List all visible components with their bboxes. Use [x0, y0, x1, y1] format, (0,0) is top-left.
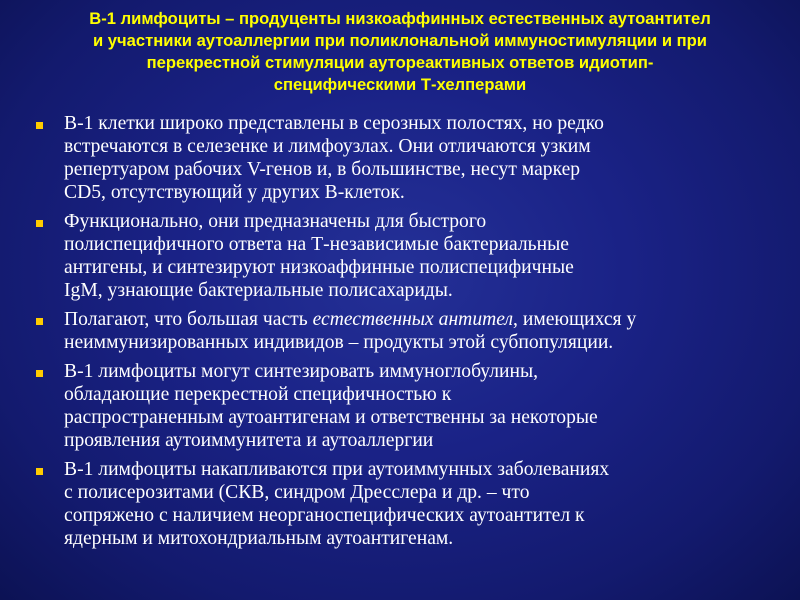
title-line-1: B-1 лимфоциты – продуценты низкоаффинных естественных аутоантител [89, 9, 711, 28]
bullet-4-line-4: проявления аутоиммунитета и аутоаллергии [64, 430, 434, 451]
bullet-3-line-2: неиммунизированных индивидов – продукты этой субпопуляции. [64, 332, 614, 353]
bullet-4-line-1: В-1 лимфоциты могут синтезировать иммуноглобулины, [64, 361, 539, 382]
bullet-item-4 [36, 360, 792, 452]
bullet-5-line-2: с полисерозитами (СКВ, синдром Дресслера и др. – что [64, 482, 530, 503]
bullet-1-line-1: В-1 клетки широко представлены в серозных полостях, но редко [64, 113, 604, 134]
bullet-text-4 [64, 360, 792, 452]
bullet-5-line-1: В-1 лимфоциты накапливаются при аутоиммунных заболеваниях [64, 459, 610, 480]
bullet-2-line-2: полиспецифичного ответа на Т-независимые бактериальные [64, 234, 569, 255]
bullet-item-3 [36, 308, 792, 354]
bullet-2-line-4: IgM, узнающие бактериальные полисахариды. [64, 280, 453, 301]
bullet-item-5 [36, 458, 792, 550]
square-bullet-icon [36, 468, 43, 475]
bullet-text-5 [64, 458, 792, 550]
square-bullet-icon [36, 220, 43, 227]
bullet-3-text-after: , имеющихся у [513, 309, 637, 330]
bullet-text-2 [64, 210, 792, 302]
bullet-1-line-4: CD5, отсутствующий у других В-клеток. [64, 182, 405, 203]
bullet-list [36, 112, 792, 556]
square-bullet-icon [36, 318, 43, 325]
bullet-1-line-3: репертуаром рабочих V-генов и, в большинстве, несут маркер [64, 159, 581, 180]
square-bullet-icon [36, 122, 43, 129]
bullet-item-2 [36, 210, 792, 302]
bullet-text-3 [64, 308, 792, 354]
bullet-text-1 [64, 112, 792, 204]
bullet-5-line-3: сопряжено с наличием неорганоспецифических аутоантител к [64, 505, 585, 526]
bullet-2-line-3: антигены, и синтезируют низкоаффинные полиспецифичные [64, 257, 574, 278]
bullet-3-text-before: Полагают, что большая часть [64, 309, 313, 330]
bullet-3-line-1 [64, 308, 792, 331]
title-line-2: и участники аутоаллергии при поликлональной иммуностимуляции и при [92, 31, 707, 50]
bullet-4-line-3: распространенным аутоантигенам и ответственны за некоторые [64, 407, 598, 428]
bullet-item-1 [36, 112, 792, 204]
bullet-4-line-2: обладающие перекрестной специфичностью к [64, 384, 452, 405]
bullet-1-line-2: встречаются в селезенке и лимфоузлах. Они отличаются узким [64, 136, 591, 157]
title-line-3: перекрестной стимуляции аутореактивных ответов идиотип- [146, 53, 654, 72]
bullet-5-line-4: ядерным и митохондриальным аутоантигенам. [64, 528, 454, 549]
bullet-3-italic-term: естественных антител [312, 309, 514, 330]
slide-title [10, 8, 790, 96]
square-bullet-icon [36, 370, 43, 377]
bullet-2-line-1: Функционально, они предназначены для быстрого [64, 211, 487, 232]
title-line-4: специфическими Т-хелперами [273, 75, 527, 94]
